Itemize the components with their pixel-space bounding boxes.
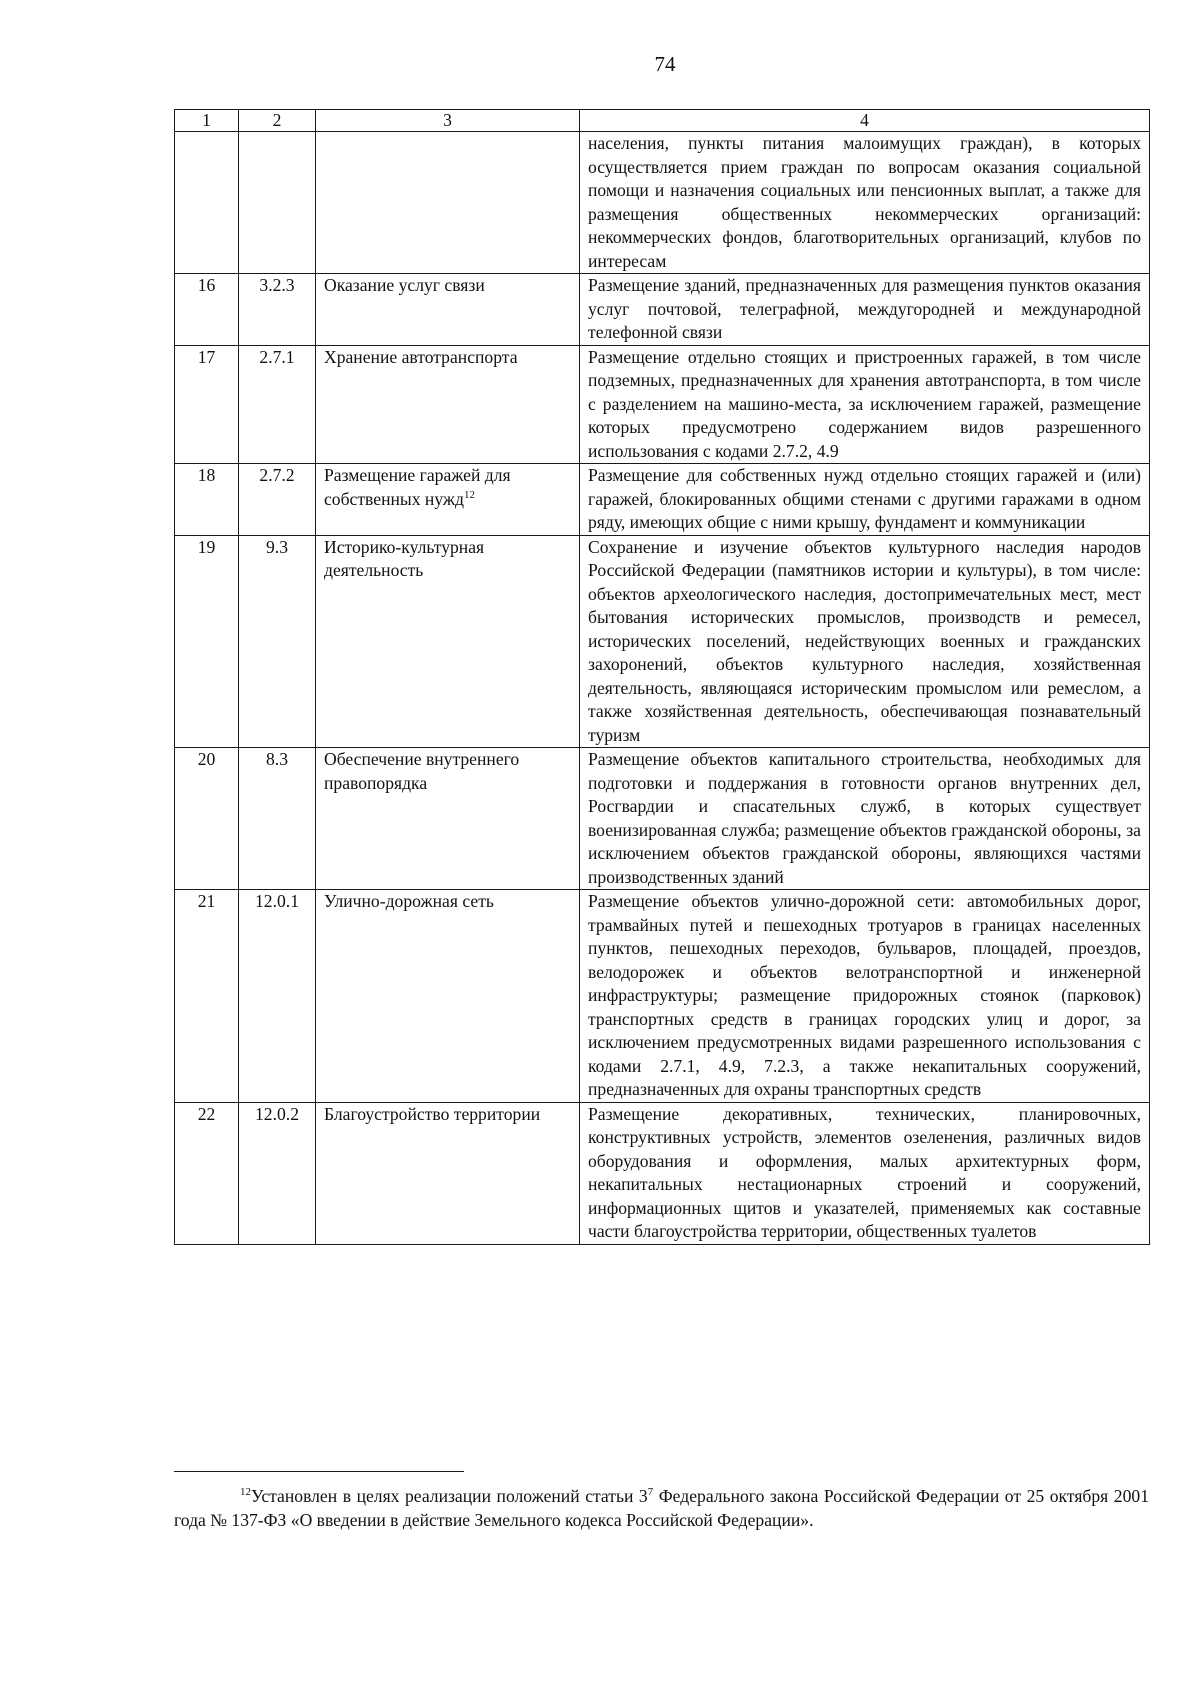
row-description-cell: населения, пункты питания малоимущих граждан), в которых осуществляется прием граждан по вопросам оказания социальной помощи и назначения социальных или пенсионных выплат, а также для размещения общественных некоммерческих организаций: некоммерческих фондов, благотворительных организаций, клубов по интересам [580, 132, 1150, 274]
table-header-row [175, 110, 1150, 132]
footnote-text-after: Федерального закона Российской Федерации от 25 октября 2001 года № 137-ФЗ «О введении в действие Земельного кодекса Российской Федерации». [174, 1486, 1149, 1530]
row-name-cell [316, 890, 580, 1103]
footnote-text-before: Установлен в целях реализации положений статьи 3 [251, 1486, 648, 1506]
footnote [174, 1484, 1149, 1532]
column-header-4: 4 [580, 110, 1150, 132]
table-row [175, 345, 1150, 464]
row-name-text: Хранение автотранспорта [324, 346, 518, 367]
table-row [175, 274, 1150, 346]
row-code-cell: 2.7.1 [239, 345, 316, 464]
row-description-cell: Размещение объектов улично-дорожной сети: автомобильных дорог, трамвайных путей и пешеходных тротуаров в границах населенных пунктов, пешеходных переходов, бульваров, площадей, проездов, велодорожек и объектов велотранспортной и инженерной инфраструктуры; размещение придорожных стоянок (парковок) транспортных средств в границах городских улиц и дорог, за исключением предусмотренных видами разрешенного использования с кодами 2.7.1, 4.9, 7.2.3, а также некапитальных сооружений, предназначенных для охраны транспортных средств [580, 890, 1150, 1103]
footnote-separator [174, 1471, 464, 1472]
row-name-text: Улично-дорожная сеть [324, 891, 494, 911]
row-name-cell [316, 274, 580, 346]
footnote-article-superscript: 7 [647, 1486, 654, 1499]
table-row [175, 890, 1150, 1103]
land-use-table [174, 109, 1150, 1245]
row-code-cell: 3.2.3 [239, 274, 316, 346]
row-name-text: Размещение гаражей для собственных нужд [324, 465, 511, 509]
row-description-cell: Сохранение и изучение объектов культурного наследия народов Российской Федерации (памятников истории и культуры), в том числе: объектов археологического наследия, достопримечательных мест, мест бытования исторических промыслов, производств и ремесел, исторических поселений, недействующих военных и гражданских захоронений, объектов культурного наследия, хозяйственная деятельность, являющаяся историческим промыслом или ремеслом, а также хозяйственная деятельность, обеспечивающая познавательный туризм [580, 535, 1150, 748]
row-name-cell [316, 132, 580, 274]
row-description-cell: Размещение зданий, предназначенных для размещения пунктов оказания услуг почтовой, телеграфной, междугородней и международной телефонной связи [580, 274, 1150, 346]
table-row [175, 748, 1150, 890]
row-number-cell: 19 [175, 535, 239, 748]
page-number: 74 [654, 52, 676, 76]
row-number-cell: 17 [175, 345, 239, 464]
row-name-text: Оказание услуг связи [324, 275, 485, 295]
row-name-cell [316, 535, 580, 748]
table-row [175, 1102, 1150, 1244]
row-name-cell [316, 1102, 580, 1244]
column-header-3: 3 [316, 110, 580, 132]
row-number-cell [175, 132, 239, 274]
row-number-cell: 22 [175, 1102, 239, 1244]
row-description-cell: Размещение объектов капитального строительства, необходимых для подготовки и поддержания в готовности органов внутренних дел, Росгвардии и спасательных служб, в которых существует военизированная служба; размещение объектов гражданской обороны, за исключением объектов гражданской обороны, являющихся частями производственных зданий [580, 748, 1150, 890]
table-row-continuation [175, 132, 1150, 274]
column-header-1: 1 [175, 110, 239, 132]
row-name-text: Благоустройство территории [324, 1103, 541, 1124]
row-code-cell [239, 132, 316, 274]
row-name-text: Обеспечение внутреннего правопорядка [324, 749, 520, 793]
column-header-2: 2 [239, 110, 316, 132]
row-number-cell: 21 [175, 890, 239, 1103]
row-name-cell [316, 345, 580, 464]
row-number-cell: 16 [175, 274, 239, 346]
table-row [175, 535, 1150, 748]
row-code-cell: 9.3 [239, 535, 316, 748]
footnote-mark: 12 [240, 1486, 251, 1499]
row-name-cell [316, 748, 580, 890]
row-description-cell: Размещение отдельно стоящих и пристроенных гаражей, в том числе подземных, предназначенных для хранения автотранспорта, в том числе с разделением на машино-места, за исключением гаражей, размещение которых предусмотрено содержанием видов разрешенного использования с кодами 2.7.2, 4.9 [580, 345, 1150, 464]
row-code-cell: 12.0.1 [239, 890, 316, 1103]
row-number-cell: 18 [175, 464, 239, 536]
row-description-cell: Размещение для собственных нужд отдельно стоящих гаражей и (или) гаражей, блокированных общими стенами с другими гаражами в одном ряду, имеющих общие с ними крышу, фундамент и коммуникации [580, 464, 1150, 536]
row-name-cell [316, 464, 580, 536]
row-code-cell: 12.0.2 [239, 1102, 316, 1244]
footnote-reference: 12 [464, 488, 476, 501]
row-description-cell: Размещение декоративных, технических, планировочных, конструктивных устройств, элементов озеленения, различных видов оборудования и оформления, малых архитектурных форм, некапитальных нестационарных строений и сооружений, информационных щитов и указателей, применяемых как составные части благоустройства территории, общественных туалетов [580, 1102, 1150, 1244]
row-number-cell: 20 [175, 748, 239, 890]
table-row [175, 464, 1150, 536]
row-code-cell: 2.7.2 [239, 464, 316, 536]
row-name-text: Историко-культурная деятельность [324, 536, 485, 580]
row-code-cell: 8.3 [239, 748, 316, 890]
